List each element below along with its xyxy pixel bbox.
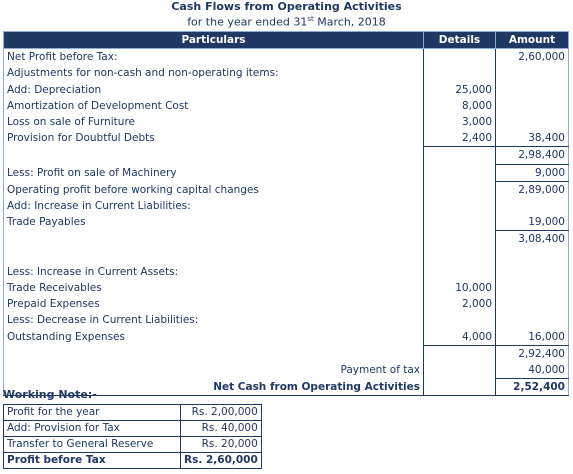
table-row	[4, 98, 569, 114]
particulars-cell: Outstanding Expenses	[4, 329, 424, 346]
amount-cell	[496, 264, 569, 280]
table-row	[4, 214, 569, 231]
details-cell	[424, 345, 496, 362]
details-cell	[424, 312, 496, 328]
working-note-table	[3, 404, 262, 469]
details-cell	[424, 164, 496, 181]
working-note-value: Rs. 2,00,000	[181, 405, 262, 421]
amount-cell	[496, 296, 569, 312]
particulars-cell: Net Profit before Tax:	[4, 49, 424, 66]
statement-period	[0, 15, 573, 29]
particulars-cell: Operating profit before working capital changes	[4, 181, 424, 198]
amount-cell: 9,000	[496, 164, 569, 181]
table-row	[4, 296, 569, 312]
working-note-value: Rs. 20,000	[181, 437, 262, 453]
amount-cell	[496, 198, 569, 214]
amount-cell: 2,98,400	[496, 147, 569, 164]
amount-cell: 2,92,400	[496, 345, 569, 362]
particulars-cell: Add: Increase in Current Liabilities:	[4, 198, 424, 214]
details-cell	[424, 198, 496, 214]
details-cell	[424, 231, 496, 248]
period-ordinal: st	[307, 15, 314, 23]
amount-cell	[496, 98, 569, 114]
particulars-cell: Less: Increase in Current Assets:	[4, 264, 424, 280]
table-row	[4, 114, 569, 130]
amount-cell: 2,89,000	[496, 181, 569, 198]
table-row	[4, 65, 569, 81]
particulars-cell	[4, 345, 424, 362]
table-row	[4, 329, 569, 346]
table-row	[4, 181, 569, 198]
details-cell: 2,400	[424, 130, 496, 147]
working-note-label: Profit for the year	[4, 405, 181, 421]
particulars-cell: Less: Profit on sale of Machinery	[4, 164, 424, 181]
table-row	[4, 345, 569, 362]
amount-cell: 40,000	[496, 362, 569, 379]
particulars-cell: Loss on sale of Furniture	[4, 114, 424, 130]
working-note-label: Profit before Tax	[4, 453, 181, 469]
details-cell	[424, 379, 496, 396]
period-suffix: March, 2018	[313, 15, 386, 29]
working-note-value: Rs. 2,60,000	[181, 453, 262, 469]
particulars-cell: Trade Payables	[4, 214, 424, 231]
particulars-cell	[4, 231, 424, 248]
table-row	[4, 437, 262, 453]
particulars-cell: Prepaid Expenses	[4, 296, 424, 312]
header-amount: Amount	[496, 32, 569, 49]
particulars-cell: Amortization of Development Cost	[4, 98, 424, 114]
details-cell	[424, 264, 496, 280]
details-cell: 8,000	[424, 98, 496, 114]
details-cell	[424, 181, 496, 198]
table-row	[4, 82, 569, 98]
table-row	[4, 248, 569, 264]
details-cell	[424, 362, 496, 379]
details-cell	[424, 214, 496, 231]
header-particulars: Particulars	[4, 32, 424, 49]
amount-cell	[496, 65, 569, 81]
details-cell: 2,000	[424, 296, 496, 312]
table-row	[4, 421, 262, 437]
working-note-label: Transfer to General Reserve	[4, 437, 181, 453]
table-row	[4, 198, 569, 214]
amount-cell	[496, 312, 569, 328]
amount-cell: 3,08,400	[496, 231, 569, 248]
particulars-cell: Provision for Doubtful Debts	[4, 130, 424, 147]
details-cell: 4,000	[424, 329, 496, 346]
particulars-cell: Add: Depreciation	[4, 82, 424, 98]
particulars-cell: Adjustments for non-cash and non-operating items:	[4, 65, 424, 81]
amount-cell: 19,000	[496, 214, 569, 231]
table-row	[4, 231, 569, 248]
particulars-cell: Less: Decrease in Current Liabilities:	[4, 312, 424, 328]
table-row	[4, 164, 569, 181]
amount-cell: 2,60,000	[496, 49, 569, 66]
statement-title: Cash Flows from Operating Activities	[171, 0, 402, 13]
table-row	[4, 405, 262, 421]
table-row	[4, 264, 569, 280]
amount-cell	[496, 280, 569, 296]
cash-flow-table	[3, 31, 569, 396]
particulars-cell: Net Cash from Operating Activities	[4, 379, 424, 396]
period-prefix: for the year ended 31	[187, 15, 308, 29]
details-cell: 10,000	[424, 280, 496, 296]
table-row	[4, 312, 569, 328]
amount-cell: 16,000	[496, 329, 569, 346]
particulars-cell: Trade Receivables	[4, 280, 424, 296]
table-row	[4, 49, 569, 66]
details-cell: 25,000	[424, 82, 496, 98]
details-cell	[424, 49, 496, 66]
details-cell	[424, 248, 496, 264]
table-row	[4, 280, 569, 296]
header-details: Details	[424, 32, 496, 49]
particulars-cell: Payment of tax	[4, 362, 424, 379]
details-cell	[424, 65, 496, 81]
amount-cell: 2,52,400	[496, 379, 569, 396]
particulars-cell	[4, 248, 424, 264]
working-note-label: Add: Provision for Tax	[4, 421, 181, 437]
table-row	[4, 362, 569, 379]
amount-cell	[496, 82, 569, 98]
amount-cell	[496, 248, 569, 264]
table-row	[4, 130, 569, 147]
details-cell: 3,000	[424, 114, 496, 130]
working-note-title: Working Note:-	[3, 388, 97, 401]
header-row	[4, 32, 569, 49]
amount-cell	[496, 114, 569, 130]
working-note-value: Rs. 40,000	[181, 421, 262, 437]
table-row	[4, 147, 569, 164]
particulars-cell	[4, 147, 424, 164]
table-row	[4, 453, 262, 469]
details-cell	[424, 147, 496, 164]
amount-cell: 38,400	[496, 130, 569, 147]
